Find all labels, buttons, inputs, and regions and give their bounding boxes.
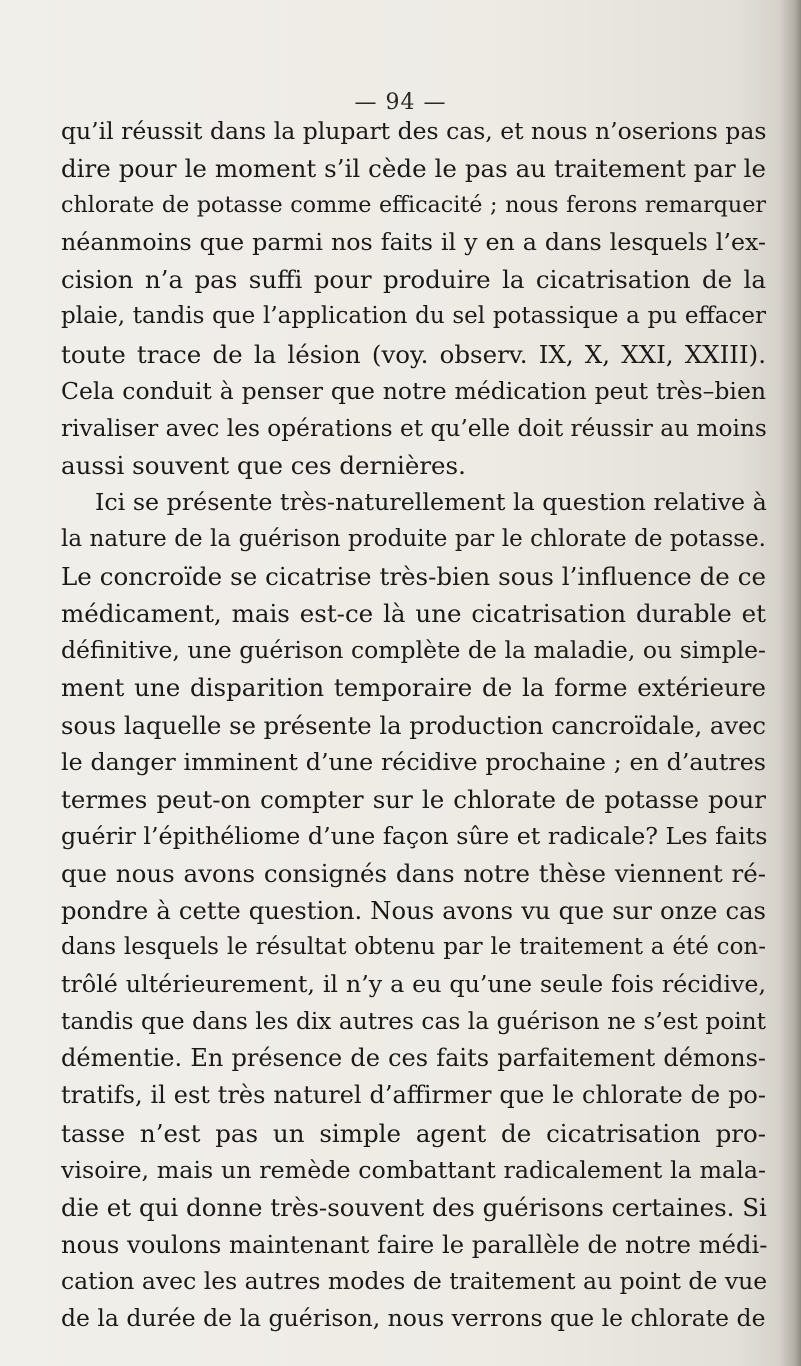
text-line: dire pour le moment s’il cède le pas au traitement par le bbox=[61, 154, 766, 184]
text-line: nous voulons maintenant faire le parallèle de notre médi- bbox=[61, 1229, 768, 1259]
text-line: Ici se présente très-naturellement la question relative à bbox=[95, 487, 767, 516]
text-line: pondre à cette question. Nous avons vu que sur onze cas bbox=[61, 895, 766, 925]
text-line: démentie. En présence de ces faits parfaitement démons- bbox=[61, 1044, 766, 1073]
text-line: sous laquelle se présente la production cancroïdale, avec bbox=[61, 710, 766, 740]
text-line: chlorate de potasse comme efficacité ; nous ferons remarquer bbox=[61, 192, 766, 219]
text-line: dans lesquels le résultat obtenu par le traitement a été con- bbox=[61, 934, 766, 961]
text-line: ment une disparition temporaire de la forme extérieure bbox=[61, 673, 766, 703]
body-text bbox=[61, 113, 766, 1337]
text-line: trôlé ultérieurement, il n’y a eu qu’une seule fois récidive, bbox=[61, 970, 766, 999]
text-line: aussi souvent que ces dernières. bbox=[61, 450, 466, 480]
text-line: tasse n’est pas un simple agent de cicatrisation pro- bbox=[61, 1118, 766, 1148]
text-line: que nous avons consignés dans notre thèse viennent ré- bbox=[61, 858, 766, 888]
text-line: définitive, une guérison complète de la maladie, ou simple- bbox=[61, 636, 766, 665]
text-line: toute trace de la lésion (voy. observ. IX, X, XXI, XXIII). bbox=[61, 339, 766, 369]
text-line: tratifs, il est très naturel d’affirmer que le chlorate de po- bbox=[61, 1081, 766, 1110]
text-line: termes peut-on compter sur le chlorate de potasse pour bbox=[61, 784, 766, 814]
text-line: plaie, tandis que l’application du sel potassique a pu effacer bbox=[61, 303, 766, 330]
text-line: la nature de la guérison produite par le chlorate de potasse. bbox=[61, 526, 766, 553]
text-line: néanmoins que parmi nos faits il y en a dans lesquels l’ex- bbox=[61, 228, 766, 257]
text-line: médicament, mais est-ce là une cicatrisation durable et bbox=[61, 599, 766, 629]
text-line: le danger imminent d’une récidive prochaine ; en d’autres bbox=[61, 747, 766, 776]
page-edge-shadow bbox=[779, 0, 801, 1366]
text-line: tandis que dans les dix autres cas la guérison ne s’est point bbox=[61, 1008, 766, 1036]
text-line: qu’il réussit dans la plupart des cas, et nous n’oserions pas bbox=[61, 117, 767, 145]
text-line: de la durée de la guérison, nous verrons que le chlorate de bbox=[61, 1304, 766, 1332]
text-line: Cela conduit à penser que notre médication peut très–bien bbox=[61, 376, 766, 405]
text-line: die et qui donne très-souvent des guérisons certaines. Si bbox=[61, 1192, 767, 1222]
text-line: rivaliser avec les opérations et qu’elle doit réussir au moins bbox=[61, 414, 767, 442]
text-line: visoire, mais un remède combattant radicalement la mala- bbox=[61, 1155, 766, 1184]
text-line: guérir l’épithéliome d’une façon sûre et radicale? Les faits bbox=[61, 821, 768, 850]
text-line: cision n’a pas suffi pour produire la cicatrisation de la bbox=[61, 265, 766, 295]
page-number: — 94 — bbox=[354, 90, 447, 115]
text-line: Le concroïde se cicatrise très-bien sous l’influence de ce bbox=[61, 562, 766, 592]
text-line: cation avec les autres modes de traitement au point de vue bbox=[61, 1266, 768, 1295]
